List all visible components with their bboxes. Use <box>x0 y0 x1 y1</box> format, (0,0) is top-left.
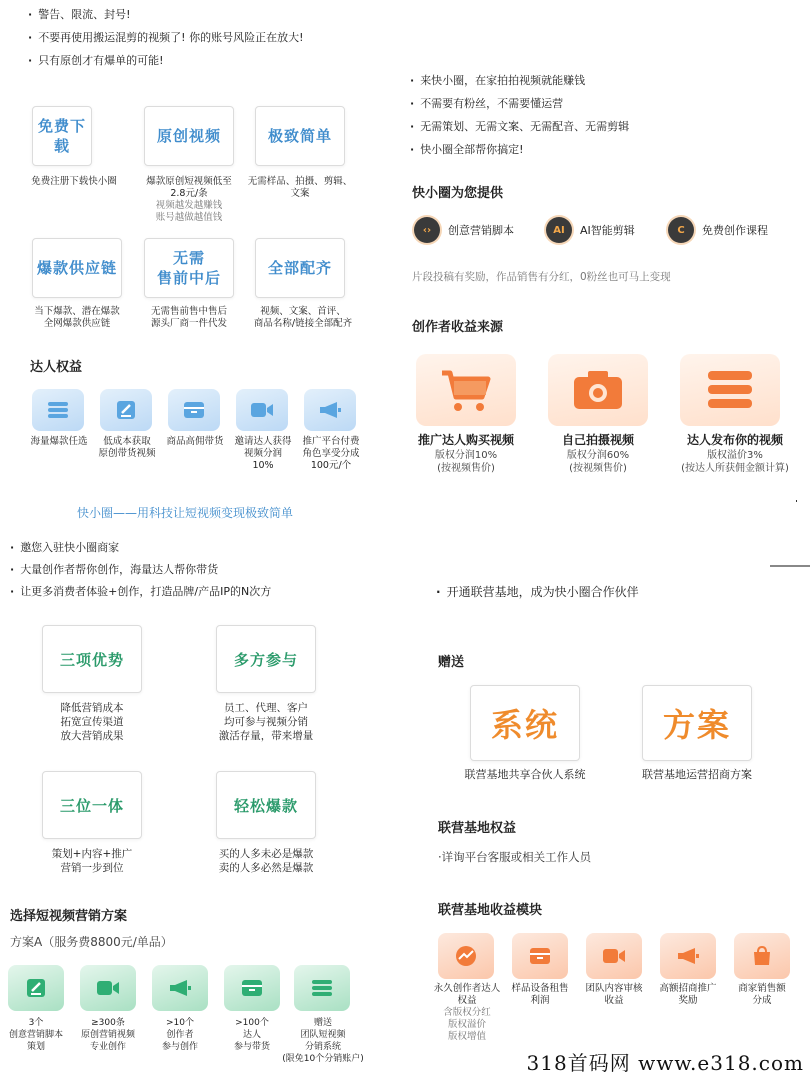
list-icon <box>680 354 780 426</box>
module-label: 永久创作者达人 权益 <box>433 983 501 1006</box>
panel-creator-benefits <box>0 0 370 530</box>
card-gift-plan[interactable] <box>642 685 752 761</box>
bullet-text: · 邀您入驻快小圈商家 <box>10 537 119 559</box>
megaphone-icon <box>660 933 716 979</box>
gift-caption: 联营基地共享合伙人系统 <box>464 768 586 781</box>
card-title: 多方参与 <box>233 650 298 669</box>
box-icon <box>224 965 280 1011</box>
card-three-advantages[interactable] <box>42 625 142 693</box>
card-title: 全部配齐 <box>267 259 332 277</box>
bullet-text: · 快小圈全部帮你搞定! <box>410 139 524 161</box>
box-icon <box>168 389 220 431</box>
card-caption: 无需样品、拍摄、剪辑、 文案 <box>247 176 353 199</box>
card-easy-hit[interactable] <box>216 771 316 839</box>
section-title-plan: 选择短视频营销方案 <box>10 909 128 924</box>
income-item <box>400 434 532 475</box>
list-icon <box>32 389 84 431</box>
card-free-download[interactable] <box>32 106 92 166</box>
section-title-gift: 赠送 <box>438 655 465 670</box>
card-original-video[interactable] <box>144 106 234 166</box>
card-caption: 免费注册下载快小圈 <box>31 176 117 187</box>
bullet-text: · 开通联营基地，成为快小圈合作伙伴 <box>436 581 639 603</box>
rights-text: ·详询平台客服或相关工作人员 <box>438 850 592 864</box>
plan-subtitle: 方案A（服务费8800元/单品） <box>10 935 173 949</box>
plan-item-label: >100个 达人 参与带货 <box>233 1018 270 1052</box>
plan-item-label: 3个 创意营销脚本 策划 <box>8 1018 63 1052</box>
income-desc: 版权溢价3% (按达人所获佣金额计算) <box>681 450 789 474</box>
list-icon <box>294 965 350 1011</box>
edit-icon <box>100 389 152 431</box>
video-icon <box>80 965 136 1011</box>
plan-item-label: >10个 创作者 参与创作 <box>161 1018 198 1052</box>
card-title: 轻松爆款 <box>233 796 298 815</box>
watermark: 318首码网 www.e318.com <box>526 1051 804 1075</box>
income-title: 自己拍摄视频 <box>561 433 634 447</box>
video-icon <box>236 389 288 431</box>
rights-label: 商品高佣带货 <box>166 436 224 447</box>
card-caption-main: 爆款原创短视频低至 2.8元/条 <box>146 176 232 199</box>
module-label: 高额招商推广 奖励 <box>659 983 717 1006</box>
megaphone-icon <box>304 389 356 431</box>
card-title: 爆款供应链 <box>36 259 117 277</box>
card-simple[interactable] <box>255 106 345 166</box>
panel-joint-base <box>398 565 810 1042</box>
card-no-after-sales[interactable] <box>144 238 234 298</box>
card-multi-party[interactable] <box>216 625 316 693</box>
edit-icon <box>8 965 64 1011</box>
module-item <box>424 983 510 1043</box>
card-title: 原创视频 <box>156 127 221 145</box>
card-title: 极致简单 <box>267 127 332 145</box>
trend-icon <box>438 933 494 979</box>
video-icon <box>586 933 642 979</box>
feature-label: 创意营销脚本 <box>448 224 514 237</box>
bullet-text: · 让更多消费者体验+创作，打造品牌/产品IP的N次方 <box>10 581 271 603</box>
module-label: 团队内容审核 收益 <box>585 983 643 1006</box>
section-title-base-rights: 联营基地权益 <box>438 821 517 836</box>
section-title-rights: 达人权益 <box>30 360 83 375</box>
income-desc: 版权分润10% (按视频售价) <box>434 450 498 474</box>
box-icon <box>512 933 568 979</box>
card-caption <box>132 176 246 224</box>
feature-ai-edit[interactable] <box>546 217 635 243</box>
cart-icon <box>416 354 516 426</box>
code-icon: ‹› <box>414 217 440 243</box>
card-caption: 无需售前售中售后 源头厂商一件代发 <box>150 306 227 329</box>
feature-script[interactable] <box>414 217 514 243</box>
income-desc: 版权分润60% (按视频售价) <box>566 450 630 474</box>
rights-label: 邀请达人获得 视频分润 10% <box>234 436 292 471</box>
rights-label: 推广平台付费 角色享受分成 100元/个 <box>302 436 360 471</box>
divider <box>770 565 810 567</box>
income-title: 达人发布你的视频 <box>686 433 783 447</box>
card-title: 免费下载 <box>37 117 86 155</box>
card-all-ready[interactable] <box>255 238 345 298</box>
feature-label: 免费创作课程 <box>702 224 768 237</box>
bag-icon <box>734 933 790 979</box>
bullet-text: · 大量创作者帮你创作，海量达人帮你带货 <box>10 559 218 581</box>
card-caption: 买的人多未必是爆款 卖的人多必然是爆款 <box>218 848 314 874</box>
feature-label: AI智能剪辑 <box>580 224 635 237</box>
card-caption-sub: 视频越发越赚钱 账号越做越值钱 <box>155 200 223 223</box>
card-title: 无需 售前中后 <box>156 249 221 287</box>
section-title-modules: 联营基地收益模块 <box>438 903 543 918</box>
note-text: 片段投稿有奖励，作品销售有分红，0粉丝也可马上变现 <box>412 271 671 283</box>
bullet-text: · 来快小圈，在家拍拍视频就能赚钱 <box>410 70 585 92</box>
card-title: 系统 <box>490 706 559 744</box>
income-item <box>532 434 664 475</box>
card-supply-chain[interactable] <box>32 238 122 298</box>
plan-item-label: 赠送 团队短视频 分销系统 (限免10个分销账户) <box>282 1018 364 1064</box>
panel-kuaixiaoquan-offer <box>398 60 810 500</box>
camera-icon <box>548 354 648 426</box>
card-title: 三位一体 <box>59 796 124 815</box>
slogan: 快小圈——用科技让短视频变现极致简单 <box>76 506 293 520</box>
bullet-text: · 不需要有粉丝，不需要懂运营 <box>410 93 563 115</box>
bullet-text: · 无需策划、无需文案、无需配音、无需剪辑 <box>410 116 629 138</box>
section-title-provide: 快小圈为您提供 <box>412 186 504 201</box>
income-item <box>662 434 808 475</box>
plan-item-label: ≥300条 原创营销视频 专业创作 <box>80 1018 135 1052</box>
card-title: 三项优势 <box>59 650 124 669</box>
section-title-income: 创作者收益来源 <box>412 320 504 335</box>
course-icon: C <box>668 217 694 243</box>
gift-caption: 联营基地运营招商方案 <box>642 768 752 781</box>
card-trinity[interactable] <box>42 771 142 839</box>
card-gift-system[interactable] <box>470 685 580 761</box>
income-title: 推广达人购买视频 <box>417 433 514 447</box>
card-caption: 降低营销成本 拓宽宣传渠道 放大营销成果 <box>60 702 124 742</box>
bullet-text: · 警告、限流、封号! <box>28 4 131 26</box>
feature-course[interactable] <box>668 217 768 243</box>
bullet-text: · 只有原创才有爆单的可能! <box>28 50 164 72</box>
megaphone-icon <box>152 965 208 1011</box>
card-title: 方案 <box>662 706 731 744</box>
rights-label: 海量爆款任选 <box>30 436 88 447</box>
module-label: 样品设备租售 利润 <box>511 983 569 1006</box>
card-caption: 当下爆款、潜在爆款 全网爆款供应链 <box>34 306 120 329</box>
module-sub: 含版权分红 版权溢价 版权增值 <box>443 1007 491 1042</box>
card-caption: 策划+内容+推广 营销一步到位 <box>51 848 133 874</box>
panel-merchant <box>0 535 370 1080</box>
rights-label: 低成本获取 原创带货视频 <box>98 436 156 459</box>
module-label: 商家销售额 分成 <box>738 983 786 1006</box>
card-caption: 员工、代理、客户 均可参与视频分销 激活存量，带来增量 <box>218 702 314 742</box>
card-caption: 视频、文案、首评、 商品名称/链接全部配齐 <box>253 306 353 329</box>
bullet-text: · 不要再使用搬运混剪的视频了! 你的账号风险正在放大! <box>28 27 304 49</box>
ai-icon: AI <box>546 217 572 243</box>
